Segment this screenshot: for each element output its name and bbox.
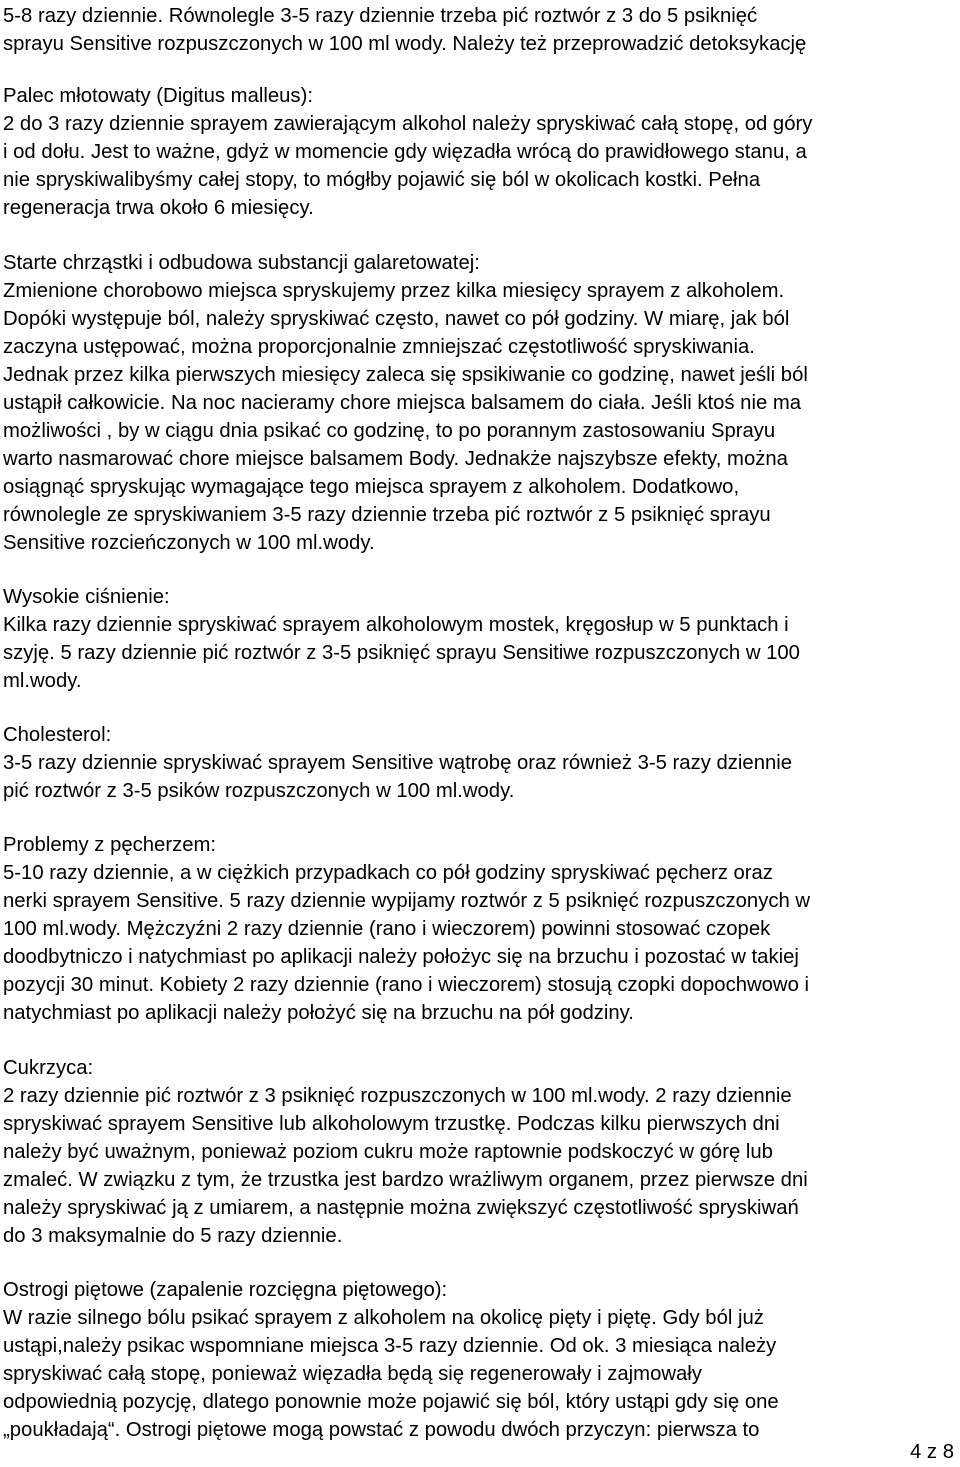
text-line: 5-8 razy dziennie. Równolegle 3-5 razy dziennie trzeba pić roztwór z 3 do 5 psiknięć [3, 5, 758, 27]
text-line: doodbytniczo i natychmiast po aplikacji należy położyc się na brzuchu i pozostać w takiej [3, 946, 799, 968]
section-heading-diabetes: Cukrzyca: [3, 1057, 94, 1079]
section-heading-bladder: Problemy z pęcherzem: [3, 834, 217, 856]
text-line: Jednak przez kilka pierwszych miesięcy zaleca się spsikiwanie co godzinę, nawet jeśli ból [3, 364, 808, 386]
section-heading-heel-spurs: Ostrogi piętowe (zapalenie rozcięgna piętowego): [3, 1279, 448, 1301]
text-line: regeneracja trwa około 6 miesięcy. [3, 197, 314, 219]
text-line: 5-10 razy dziennie, a w ciężkich przypadkach co pół godziny spryskiwać pęcherz oraz [3, 862, 773, 884]
text-line: szyję. 5 razy dziennie pić roztwór z 3-5 psiknięć sprayu Sensitiwe rozpuszczonych w 100 [3, 642, 800, 664]
text-line: spryskiwać całą stopę, ponieważ więzadła będą się regenerowały i zajmowały [3, 1363, 702, 1385]
section-heading-high-blood-pressure: Wysokie ciśnienie: [3, 586, 170, 608]
text-line: zaczyna ustępować, można proporcjonalnie zmniejszać częstotliwość spryskiwania. [3, 336, 755, 358]
text-line: pozycji 30 minut. Kobiety 2 razy dziennie (rano i wieczorem) stosują czopki dopochwowo i [3, 974, 809, 996]
text-line: do 3 maksymalnie do 5 razy dziennie. [3, 1225, 343, 1247]
text-line: pić roztwór z 3-5 psików rozpuszczonych w 100 ml.wody. [3, 780, 515, 802]
section-heading-cartilage: Starte chrząstki i odbudowa substancji galaretowatej: [3, 252, 480, 274]
text-line: nerki sprayem Sensitive. 5 razy dziennie wypijamy roztwór z 5 psiknięć rozpuszczonych w [3, 890, 811, 912]
text-line: odpowiednią pozycję, dlatego ponownie może pojawić się ból, który ustąpi gdy się one [3, 1391, 779, 1413]
text-line: 100 ml.wody. Mężczyźni 2 razy dziennie (rano i wieczorem) powinni stosować czopek [3, 918, 771, 940]
text-line: możliwości , by w ciągu dnia psikać co godzinę, to po porannym zastosowaniu Sprayu [3, 420, 776, 442]
text-line: „poukładają“. Ostrogi piętowe mogą powstać z powodu dwóch przyczyn: pierwsza to [3, 1419, 760, 1441]
text-line: i od dołu. Jest to ważne, gdyż w momencie gdy więzadła wrócą do prawidłowego stanu, a [3, 141, 807, 163]
text-line: należy spryskiwać ją z umiarem, a następnie można zwiększyć częstotliwość spryskiwań [3, 1197, 799, 1219]
text-line: należy być uważnym, ponieważ poziom cukru może raptownie podskoczyć w górę lub [3, 1141, 773, 1163]
text-line: Sensitive rozcieńczonych w 100 ml.wody. [3, 532, 375, 554]
section-heading-hammer-toe: Palec młotowaty (Digitus malleus): [3, 85, 313, 107]
text-line: 2 do 3 razy dziennie sprayem zawierającym alkohol należy spryskiwać całą stopę, od góry [3, 113, 813, 135]
text-line: ustąpił całkowicie. Na noc nacieramy chore miejsca balsamem do ciała. Jeśli ktoś nie ma [3, 392, 802, 414]
text-line: równolegle ze spryskiwaniem 3-5 razy dziennie trzeba pić roztwór z 5 psiknięć sprayu [3, 504, 771, 526]
text-line: osiągnąć spryskując wymagające tego miejsca sprayem z alkoholem. Dodatkowo, [3, 476, 740, 498]
text-line: Dopóki występuje ból, należy spryskiwać często, nawet co pół godziny. W miarę, jak ból [3, 308, 790, 330]
section-heading-cholesterol: Cholesterol: [3, 724, 112, 746]
text-line: ustąpi,należy psikac wspomniane miejsca 3-5 razy dziennie. Od ok. 3 miesiąca należy [3, 1335, 777, 1357]
text-line: sprayu Sensitive rozpuszczonych w 100 ml wody. Należy też przeprowadzić detoksykację [3, 33, 807, 55]
text-line: ml.wody. [3, 670, 82, 692]
text-line: spryskiwać sprayem Sensitive lub alkoholowym trzustkę. Podczas kilku pierwszych dni [3, 1113, 780, 1135]
text-line: Kilka razy dziennie spryskiwać sprayem alkoholowym mostek, kręgosłup w 5 punktach i [3, 614, 789, 636]
text-line: W razie silnego bólu psikać sprayem z alkoholem na okolicę pięty i piętę. Gdy ból już [3, 1307, 764, 1329]
text-line: nie spryskiwalibyśmy całej stopy, to mógłby pojawić się ból w okolicach kostki. Pełna [3, 169, 761, 191]
text-line: natychmiast po aplikacji należy położyć się na brzuchu na pół godziny. [3, 1002, 634, 1024]
text-line: warto nasmarować chore miejsce balsamem Body. Jednakże najszybsze efekty, można [3, 448, 788, 470]
page-number: 4 z 8 [910, 1441, 954, 1463]
text-line: 2 razy dziennie pić roztwór z 3 psiknięć rozpuszczonych w 100 ml.wody. 2 razy dziennie [3, 1085, 792, 1107]
text-line: zmaleć. W związku z tym, że trzustka jest bardzo wrażliwym organem, przez pierwsze dni [3, 1169, 808, 1191]
text-line: Zmienione chorobowo miejsca spryskujemy przez kilka miesięcy sprayem z alkoholem. [3, 280, 785, 302]
text-line: 3-5 razy dziennie spryskiwać sprayem Sensitive wątrobę oraz również 3-5 razy dziennie [3, 752, 793, 774]
